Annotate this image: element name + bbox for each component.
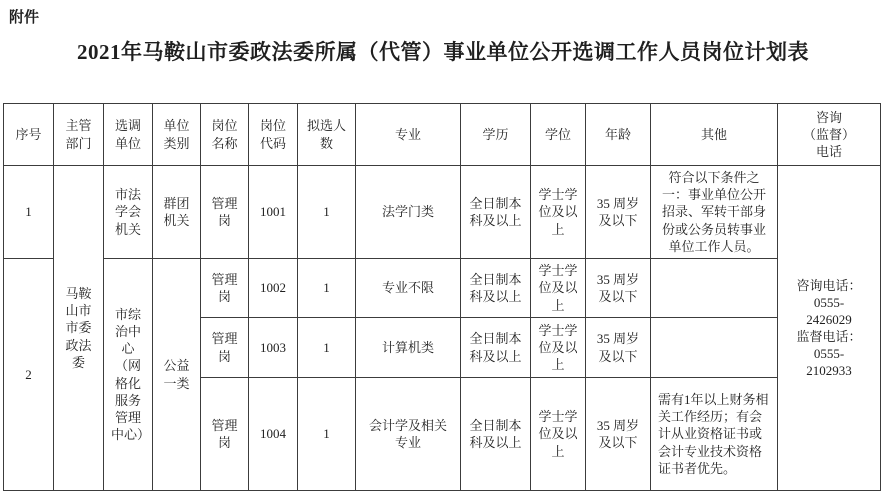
col-header-other: 其他 <box>651 104 778 166</box>
cell-unit: 市法学会机关 <box>104 166 153 259</box>
cell-seq: 1 <box>4 166 54 259</box>
cell-post-code: 1001 <box>249 166 298 259</box>
cell-age: 35 周岁 及以下 <box>586 318 651 378</box>
cell-other <box>651 318 778 378</box>
cell-degree: 学士学位及以上 <box>531 318 586 378</box>
cell-post-name: 管理岗 <box>201 378 249 491</box>
col-header-age: 年龄 <box>586 104 651 166</box>
cell-education: 全日制本科及以上 <box>461 166 531 259</box>
col-header-education: 学历 <box>461 104 531 166</box>
cell-major: 会计学及相关专业 <box>356 378 461 491</box>
cell-major: 法学门类 <box>356 166 461 259</box>
cell-post-code: 1004 <box>249 378 298 491</box>
cell-degree: 学士学位及以上 <box>531 378 586 491</box>
cell-other: 符合以下条件之一：事业单位公开招录、军转干部身份或公务员转事业单位工作人员。 <box>651 166 778 259</box>
table-header-row <box>4 104 881 166</box>
cell-planned-count: 1 <box>298 259 356 318</box>
cell-age: 35 周岁 及以下 <box>586 378 651 491</box>
attachment-label: 附件 <box>9 10 40 26</box>
cell-planned-count: 1 <box>298 378 356 491</box>
col-header-seq: 序号 <box>4 104 54 166</box>
col-header-degree: 学位 <box>531 104 586 166</box>
cell-degree: 学士学位及以上 <box>531 166 586 259</box>
position-row-1002 <box>4 259 881 318</box>
cell-post-code: 1002 <box>249 259 298 318</box>
col-header-unit: 选调单位 <box>104 104 153 166</box>
col-header-department: 主管部门 <box>54 104 104 166</box>
cell-education: 全日制本科及以上 <box>461 378 531 491</box>
col-header-major: 专业 <box>356 104 461 166</box>
cell-post-code: 1003 <box>249 318 298 378</box>
cell-age: 35 周岁 及以下 <box>586 166 651 259</box>
cell-education: 全日制本科及以上 <box>461 318 531 378</box>
col-header-phone: 咨询 （监督） 电话 <box>778 104 881 166</box>
cell-age: 35 周岁 及以下 <box>586 259 651 318</box>
col-header-planned-count: 拟选人数 <box>298 104 356 166</box>
cell-unit-category: 公益一类 <box>153 259 201 491</box>
cell-department: 马鞍山市市委政法委 <box>54 166 104 491</box>
cell-unit: 市综治中心（网格化服务管理中心） <box>104 259 153 491</box>
cell-post-name: 管理岗 <box>201 259 249 318</box>
position-plan-table <box>3 103 881 491</box>
cell-planned-count: 1 <box>298 318 356 378</box>
cell-phone: 咨询电话： 0555- 2426029 监督电话： 0555- 2102933 <box>778 166 881 491</box>
cell-major: 专业不限 <box>356 259 461 318</box>
cell-planned-count: 1 <box>298 166 356 259</box>
page-title: 2021年马鞍山市委政法委所属（代管）事业单位公开选调工作人员岗位计划表 <box>77 40 809 64</box>
col-header-post-code: 岗位代码 <box>249 104 298 166</box>
position-row-1001 <box>4 166 881 259</box>
cell-post-name: 管理岗 <box>201 166 249 259</box>
cell-unit-category: 群团机关 <box>153 166 201 259</box>
cell-major: 计算机类 <box>356 318 461 378</box>
cell-other: 需有1年以上财务相关工作经历；有会计从业资格证书或会计专业技术资格证书者优先。 <box>651 378 778 491</box>
cell-education: 全日制本科及以上 <box>461 259 531 318</box>
cell-seq: 2 <box>4 259 54 491</box>
cell-post-name: 管理岗 <box>201 318 249 378</box>
cell-other <box>651 259 778 318</box>
col-header-post-name: 岗位名称 <box>201 104 249 166</box>
cell-degree: 学士学位及以上 <box>531 259 586 318</box>
col-header-unit-category: 单位类别 <box>153 104 201 166</box>
